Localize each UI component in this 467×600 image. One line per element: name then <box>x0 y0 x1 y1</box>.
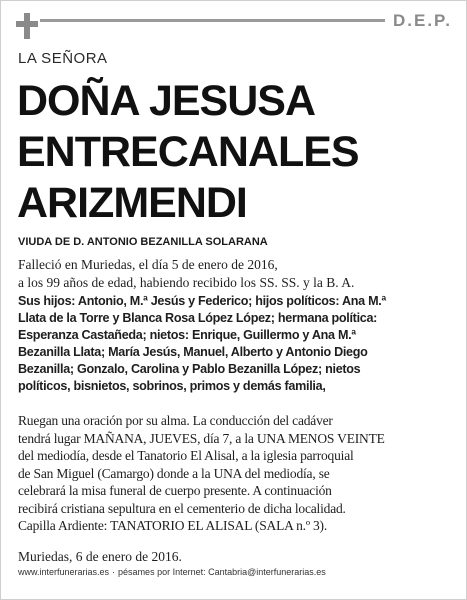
text-line: del mediodía, desde el Tanatorio El Alisal, a la iglesia parroquial <box>18 448 354 463</box>
name-line: ARIZMENDI <box>17 179 247 227</box>
text-line: recibirá cristiana sepultura en el cementerio de dicha localidad. <box>18 500 346 516</box>
condolences-text[interactable]: pésames por Internet: Cantabria@interfunerarias.es <box>118 567 326 577</box>
footer-separator: · <box>112 567 116 577</box>
dateline: Muriedas, 6 de enero de 2016. <box>18 549 182 564</box>
text-line: Bezanilla; Gonzalo, Carolina y Pablo Bezanilla López; nietos <box>18 362 361 376</box>
text-line: de San Miguel (Camargo) donde a la UNA del mediodía, se <box>18 465 330 481</box>
name-line: DOÑA JESUSA <box>17 77 316 125</box>
honorific: LA SEÑORA <box>18 50 108 67</box>
text-line: tendrá lugar MAÑANA, JUEVES, día 7, a la UNA MENOS VEINTE <box>18 430 385 446</box>
deceased-name <box>17 76 457 229</box>
text-line: Llata de la Torre y Blanca Rosa López López; hermana política: <box>18 311 378 325</box>
name-line: ENTRECANALES <box>17 128 359 176</box>
text-line: celebrará la misa funeral de cuerpo presente. A continuación <box>18 483 332 498</box>
family-list <box>18 293 458 395</box>
header-rule <box>40 19 385 22</box>
funeral-arrangements <box>18 412 458 535</box>
text-line: políticos, bisnietos, sobrinos, primos y demás familia, <box>18 379 326 393</box>
text-line: a los 99 años de edad, habiendo recibido los SS. SS. y la B. A. <box>18 275 355 290</box>
dep-badge: D.E.P. <box>393 11 452 30</box>
text-line: Capilla Ardiente: TANATORIO EL ALISAL (SALA n.º 3). <box>18 518 328 533</box>
text-line: Sus hijos: Antonio, M.ª Jesús y Federico; hijos políticos: Ana M.ª <box>18 294 386 308</box>
text-line: Ruegan una oración por su alma. La conducción del cadáver <box>18 413 333 428</box>
text-line: Esperanza Castañeda; nietos: Enrique, Guillermo y Ana M.ª <box>18 328 356 342</box>
footer <box>18 567 326 577</box>
text-line: Bezanilla Llata; María Jesús, Manuel, Alberto y Antonio Diego <box>18 345 368 359</box>
cross-icon <box>16 13 38 39</box>
text-line: Falleció en Muriedas, el día 5 de enero de 2016, <box>18 257 278 272</box>
death-details <box>18 256 458 292</box>
website-link[interactable]: www.interfunerarias.es <box>18 567 110 577</box>
widow-subtitle: VIUDA DE D. ANTONIO BEZANILLA SOLARANA <box>18 236 268 248</box>
